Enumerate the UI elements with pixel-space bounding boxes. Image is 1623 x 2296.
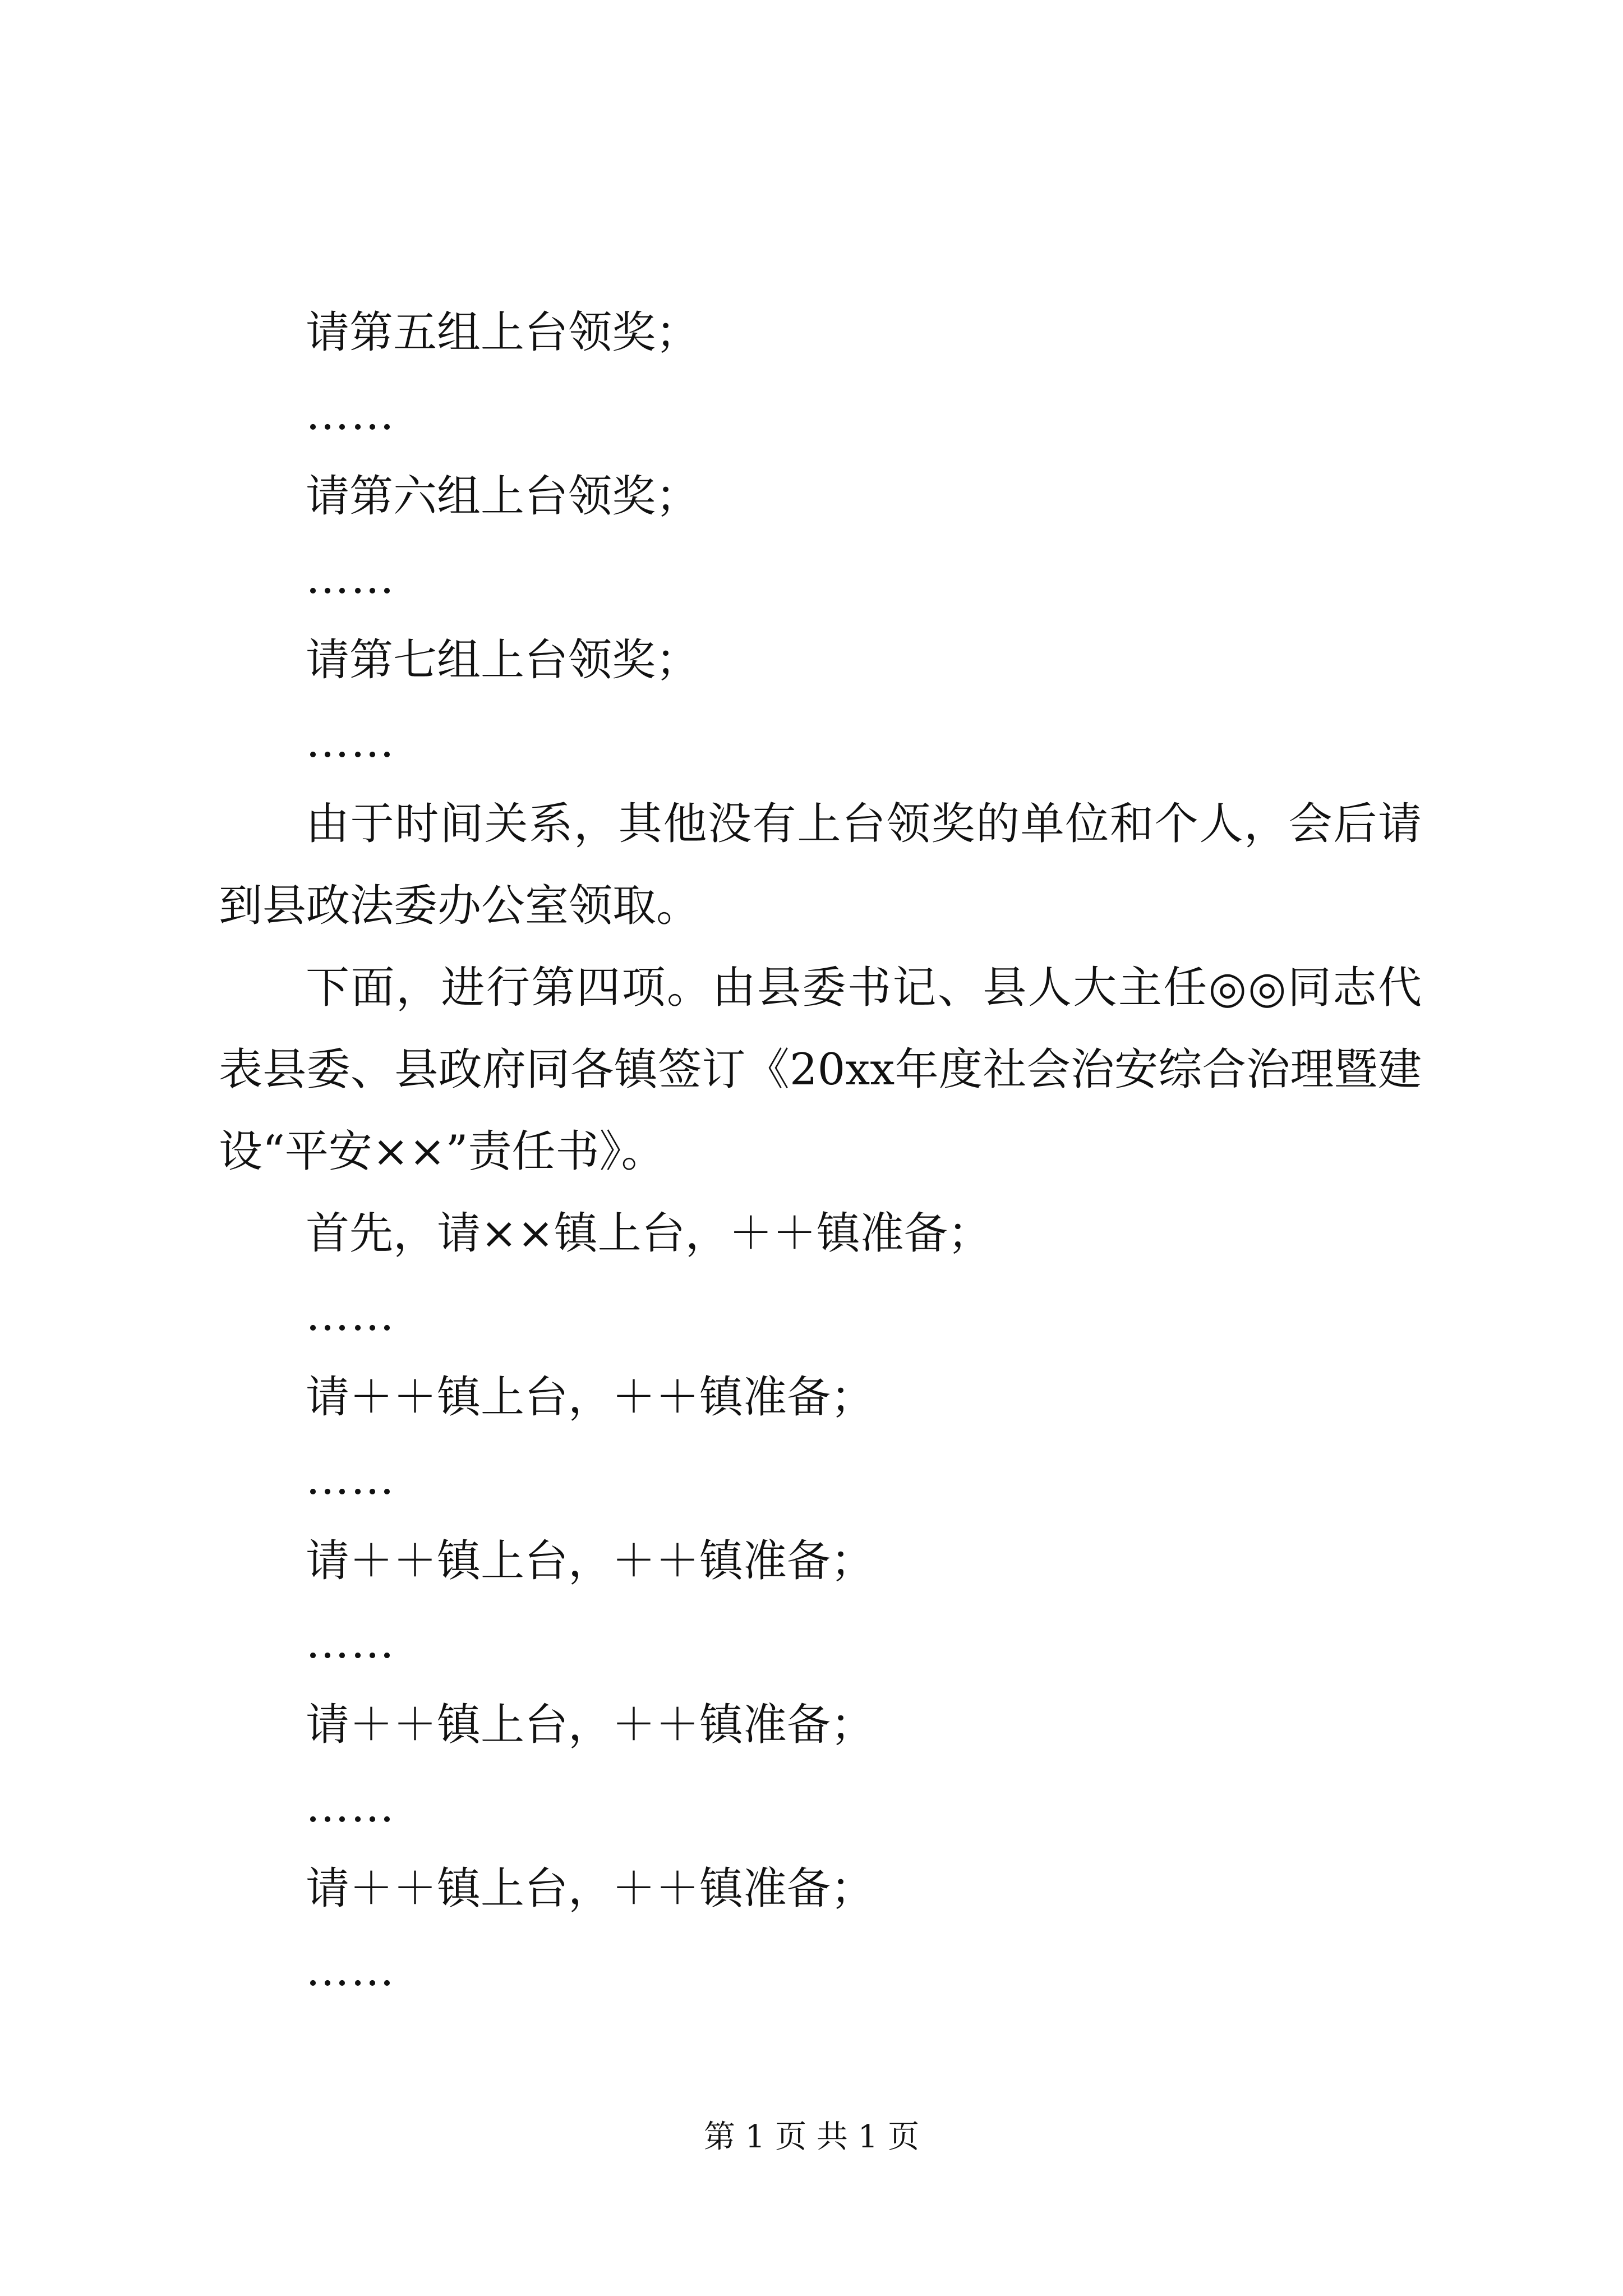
- sign-line: 请＋＋镇上台，＋＋镇准备；: [306, 1372, 875, 1423]
- sign-line: 请＋＋镇上台，＋＋镇准备；: [306, 1700, 875, 1750]
- ellipsis-line: ……: [306, 389, 395, 440]
- ellipsis-line: ……: [306, 1945, 395, 1996]
- ellipsis-line: ……: [306, 1782, 395, 1832]
- sign-line: 请＋＋镇上台，＋＋镇准备；: [306, 1536, 875, 1586]
- award-line-group-6: 请第六组上台领奖；: [306, 471, 700, 522]
- award-line-group-7: 请第七组上台领奖；: [306, 635, 700, 685]
- ellipsis-line: ……: [306, 1290, 395, 1341]
- ellipsis-line: ……: [306, 1618, 395, 1668]
- paragraph-collect-awards: 由于时间关系，其他没有上台领奖的单位和个人，会后请到县政法委办公室领取。: [219, 799, 1422, 931]
- ellipsis-line: ……: [306, 717, 395, 767]
- sign-line-first: 首先，请××镇上台，＋＋镇准备；: [306, 1208, 992, 1259]
- ellipsis-line: ……: [306, 553, 395, 604]
- page-footer: 第 1 页 共 1 页: [703, 2119, 920, 2155]
- sign-line: 请＋＋镇上台，＋＋镇准备；: [306, 1864, 875, 1914]
- document-body: [219, 292, 1422, 2012]
- paragraph-fourth-item: 下面，进行第四项。由县委书记、县人大主任◎◎同志代表县委、县政府同各镇签订《20xx年度社会治安综合治理暨建设“平安××”责任书》。: [219, 963, 1422, 1177]
- ellipsis-line: ……: [306, 1454, 395, 1504]
- award-line-group-5: 请第五组上台领奖；: [306, 307, 700, 358]
